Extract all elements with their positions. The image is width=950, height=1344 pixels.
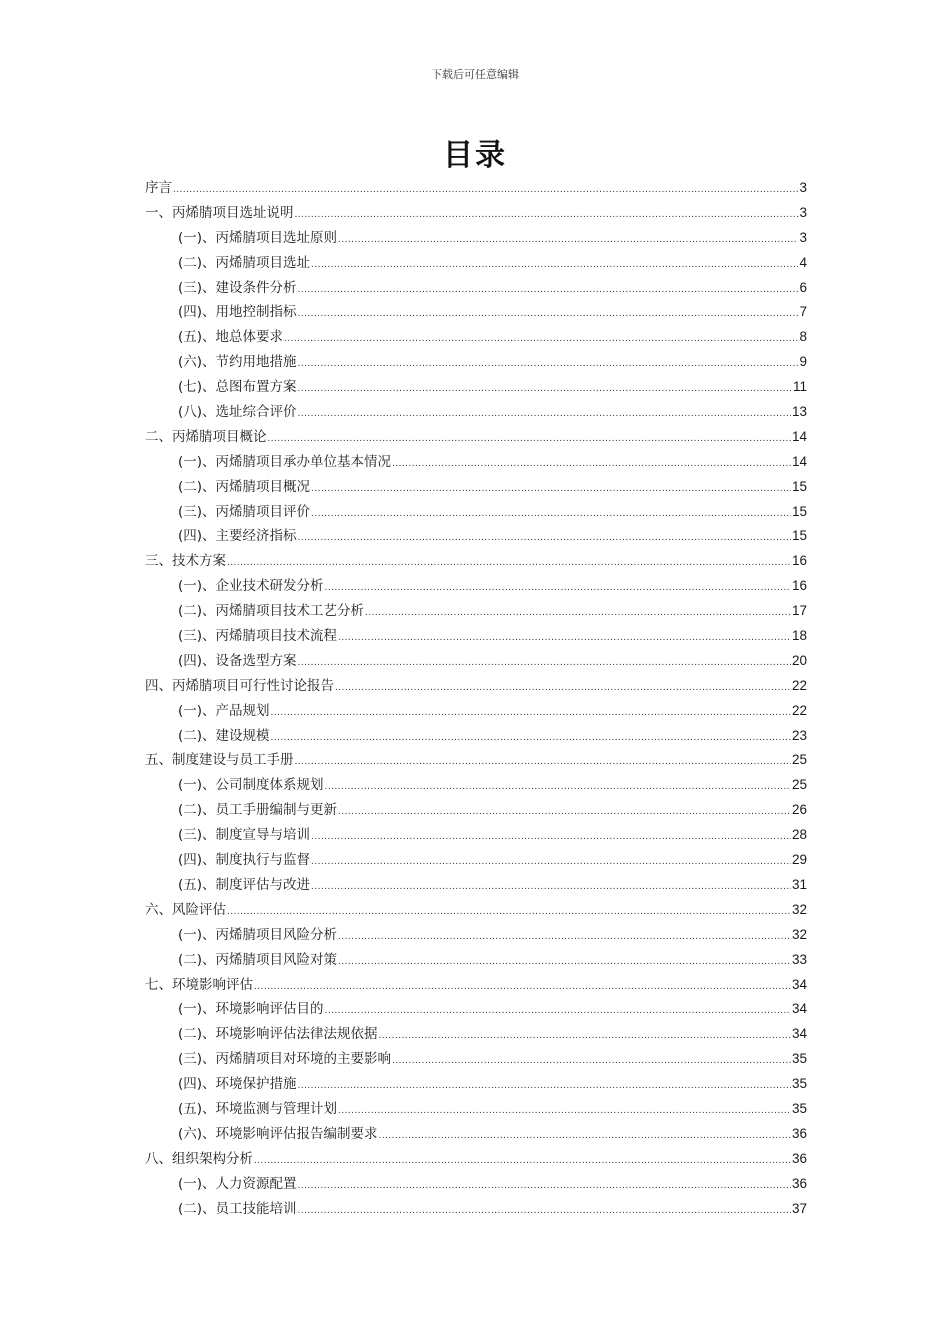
toc-subentry[interactable]: [145, 823, 807, 848]
toc-page-number: 36: [791, 1175, 807, 1191]
toc-subentry[interactable]: [145, 375, 807, 400]
toc-page-number: 8: [799, 329, 807, 345]
toc-page-number: 22: [791, 702, 807, 718]
toc-entry-label: (二)、丙烯腈项目技术工艺分析: [178, 603, 365, 620]
toc-subentry[interactable]: [145, 325, 807, 350]
toc-page-number: 17: [791, 603, 807, 619]
dot-leader: [311, 825, 791, 850]
toc-entry-label: (一)、公司制度体系规划: [178, 777, 324, 794]
dot-leader: [298, 352, 799, 377]
toc-page-number: 36: [791, 1150, 807, 1166]
dot-leader: [298, 1074, 791, 1099]
dot-leader: [227, 900, 791, 925]
toc-page-number: 25: [791, 752, 807, 768]
toc-entry-label: (一)、企业技术研发分析: [178, 578, 324, 595]
toc-page-number: 15: [791, 528, 807, 544]
dot-leader: [298, 1174, 791, 1199]
toc-entry-label: (五)、环境监测与管理计划: [178, 1100, 338, 1117]
dot-leader: [268, 427, 791, 452]
dot-leader: [325, 999, 791, 1024]
toc-subentry[interactable]: [145, 475, 807, 500]
toc-entry-label: (二)、丙烯腈项目概况: [178, 478, 311, 495]
toc-subentry[interactable]: [145, 226, 807, 251]
dot-leader: [254, 1149, 791, 1174]
toc-subentry[interactable]: [145, 1197, 807, 1222]
toc-subentry[interactable]: [145, 450, 807, 475]
toc-page-number: 29: [791, 852, 807, 868]
toc-subentry[interactable]: [145, 1047, 807, 1072]
toc-page-number: 6: [799, 279, 807, 295]
toc-subentry[interactable]: [145, 699, 807, 724]
dot-leader: [298, 526, 791, 551]
toc-page-number: 15: [791, 478, 807, 494]
toc-entry-label: (二)、员工技能培训: [178, 1200, 297, 1217]
toc-entry-label: (二)、建设规模: [178, 727, 270, 744]
toc-subentry[interactable]: [145, 574, 807, 599]
toc-page-number: 16: [791, 578, 807, 594]
dot-leader: [311, 875, 791, 900]
toc-subentry[interactable]: [145, 649, 807, 674]
toc-entry-label: (二)、丙烯腈项目风险对策: [178, 951, 338, 968]
toc-subentry[interactable]: [145, 798, 807, 823]
toc-entry-label: (二)、环境影响评估法律法规依据: [178, 1026, 378, 1043]
toc-subentry[interactable]: [145, 1172, 807, 1197]
toc-page-number: 16: [791, 553, 807, 569]
dot-leader: [295, 203, 799, 228]
toc-page-number: 28: [791, 827, 807, 843]
toc-entry[interactable]: [145, 1147, 807, 1172]
dot-leader: [298, 1199, 791, 1224]
toc-entry[interactable]: [145, 425, 807, 450]
toc-subentry[interactable]: [145, 624, 807, 649]
toc-page-number: 35: [791, 1076, 807, 1092]
toc-page-number: 26: [791, 802, 807, 818]
dot-leader: [338, 228, 798, 253]
toc-entry-label: (五)、制度评估与改进: [178, 876, 311, 893]
toc-subentry[interactable]: [145, 773, 807, 798]
dot-leader: [298, 302, 799, 327]
toc-entry-label: 序言: [145, 180, 172, 196]
toc-subentry[interactable]: [145, 599, 807, 624]
dot-leader: [338, 626, 791, 651]
toc-page-number: 18: [791, 628, 807, 644]
dot-leader: [392, 452, 791, 477]
dot-leader: [325, 775, 791, 800]
toc-entry[interactable]: [145, 748, 807, 773]
dot-leader: [298, 651, 791, 676]
toc-entry-label: (三)、制度宣导与培训: [178, 827, 311, 844]
toc-page-number: 3: [799, 229, 807, 245]
dot-leader: [392, 1049, 791, 1074]
dot-leader: [311, 850, 791, 875]
dot-leader: [254, 975, 791, 1000]
toc-entry-label: (五)、地总体要求: [178, 329, 284, 346]
toc-entry[interactable]: [145, 549, 807, 574]
toc-entry[interactable]: [145, 898, 807, 923]
dot-leader: [298, 377, 792, 402]
toc-subentry[interactable]: [145, 1097, 807, 1122]
toc-entry-label: (六)、节约用地措施: [178, 354, 297, 371]
toc-page-number: 20: [791, 652, 807, 668]
toc-entry-label: (四)、环境保护措施: [178, 1076, 297, 1093]
toc-entry-label: 三、技术方案: [145, 553, 226, 570]
dot-leader: [338, 925, 791, 950]
toc-page-number: 7: [799, 304, 807, 320]
toc-page-number: 31: [791, 876, 807, 892]
toc-page-number: 3: [799, 204, 807, 220]
toc-page-number: 23: [791, 727, 807, 743]
toc-title: 目录: [443, 138, 507, 173]
toc-subentry[interactable]: [145, 251, 807, 276]
toc-subentry[interactable]: [145, 923, 807, 948]
toc-page-number: 15: [791, 503, 807, 519]
toc-page-number: 25: [791, 777, 807, 793]
toc-page-number: 33: [791, 951, 807, 967]
toc-page-number: 37: [791, 1200, 807, 1216]
toc-subentry[interactable]: [145, 1072, 807, 1097]
toc-subentry[interactable]: [145, 1022, 807, 1047]
toc-entry-label: (三)、丙烯腈项目技术流程: [178, 628, 338, 645]
toc-page-number: 11: [792, 379, 807, 395]
toc-entry-label: (六)、环境影响评估报告编制要求: [178, 1125, 378, 1142]
toc-page-number: 36: [791, 1125, 807, 1141]
toc-entry-label: (四)、设备选型方案: [178, 652, 297, 669]
toc-entry-label: (二)、丙烯腈项目选址: [178, 254, 311, 271]
toc-subentry[interactable]: [145, 524, 807, 549]
toc-entry-label: 一、丙烯腈项目选址说明: [145, 204, 294, 221]
toc-entry-label: (四)、制度执行与监督: [178, 852, 311, 869]
toc-page-number: 32: [791, 926, 807, 942]
toc-subentry[interactable]: [145, 848, 807, 873]
toc-subentry[interactable]: [145, 997, 807, 1022]
toc-subentry[interactable]: [145, 724, 807, 749]
toc-subentry[interactable]: [145, 300, 807, 325]
toc-page-number: 14: [791, 453, 807, 469]
toc-page-number: 22: [791, 677, 807, 693]
toc-entry-label: (一)、丙烯腈项目承办单位基本情况: [178, 453, 392, 470]
toc-page-number: 14: [791, 428, 807, 444]
toc-subentry[interactable]: [145, 400, 807, 425]
toc-entry-label: (四)、主要经济指标: [178, 528, 297, 545]
toc-entry[interactable]: [145, 201, 807, 226]
toc-page-number: 4: [799, 254, 807, 270]
toc-entry-label: (一)、丙烯腈项目风险分析: [178, 926, 338, 943]
toc-entry-label: (三)、丙烯腈项目评价: [178, 503, 311, 520]
toc-entry-label: (一)、环境影响评估目的: [178, 1001, 324, 1018]
toc-subentry[interactable]: [145, 1122, 807, 1147]
toc-page-number: 34: [791, 1001, 807, 1017]
dot-leader: [311, 502, 791, 527]
toc-page-number: 9: [799, 354, 807, 370]
dot-leader: [295, 750, 791, 775]
toc-entry-label: (二)、员工手册编制与更新: [178, 802, 338, 819]
toc-entry[interactable]: [145, 674, 807, 699]
dot-leader: [338, 1099, 791, 1124]
toc-entry-label: (一)、丙烯腈项目选址原则: [178, 229, 338, 246]
dot-leader: [311, 477, 791, 502]
table-of-contents: [145, 176, 807, 1221]
dot-leader: [365, 601, 791, 626]
dot-leader: [173, 178, 798, 203]
toc-subentry[interactable]: [145, 873, 807, 898]
toc-entry-label: (七)、总图布置方案: [178, 379, 297, 396]
toc-page-number: 34: [791, 1026, 807, 1042]
dot-leader: [271, 701, 791, 726]
toc-entry-label: 五、制度建设与员工手册: [145, 752, 294, 769]
dot-leader: [311, 253, 798, 278]
toc-entry-label: (八)、选址综合评价: [178, 404, 297, 421]
toc-subentry[interactable]: [145, 948, 807, 973]
toc-page-number: 34: [791, 976, 807, 992]
toc-page-number: 32: [791, 901, 807, 917]
toc-entry-label: 二、丙烯腈项目概论: [145, 428, 267, 445]
dot-leader: [298, 278, 799, 303]
dot-leader: [271, 726, 791, 751]
toc-page-number: 13: [791, 404, 807, 420]
toc-entry-label: 四、丙烯腈项目可行性讨论报告: [145, 677, 334, 694]
toc-entry-label: (三)、丙烯腈项目对环境的主要影响: [178, 1051, 392, 1068]
toc-entry[interactable]: [145, 973, 807, 998]
toc-entry-label: 七、环境影响评估: [145, 976, 253, 993]
dot-leader: [298, 402, 791, 427]
dot-leader: [338, 800, 791, 825]
toc-subentry[interactable]: [145, 350, 807, 375]
dot-leader: [227, 551, 791, 576]
toc-entry-label: (一)、产品规划: [178, 702, 270, 719]
dot-leader: [325, 576, 791, 601]
toc-subentry[interactable]: [145, 276, 807, 301]
toc-page-number: 35: [791, 1051, 807, 1067]
dot-leader: [335, 676, 791, 701]
dot-leader: [338, 950, 791, 975]
toc-entry[interactable]: [145, 176, 807, 201]
dot-leader: [379, 1024, 791, 1049]
toc-entry-label: (一)、人力资源配置: [178, 1175, 297, 1192]
toc-entry-label: (三)、建设条件分析: [178, 279, 297, 296]
toc-entry-label: 八、组织架构分析: [145, 1150, 253, 1167]
toc-entry-label: 六、风险评估: [145, 901, 226, 918]
toc-entry-label: (四)、用地控制指标: [178, 304, 297, 321]
toc-subentry[interactable]: [145, 500, 807, 525]
dot-leader: [379, 1124, 791, 1149]
dot-leader: [284, 327, 798, 352]
toc-page-number: 3: [799, 180, 807, 195]
page-header-note: 下载后可任意编辑: [431, 68, 519, 81]
toc-page-number: 35: [791, 1100, 807, 1116]
